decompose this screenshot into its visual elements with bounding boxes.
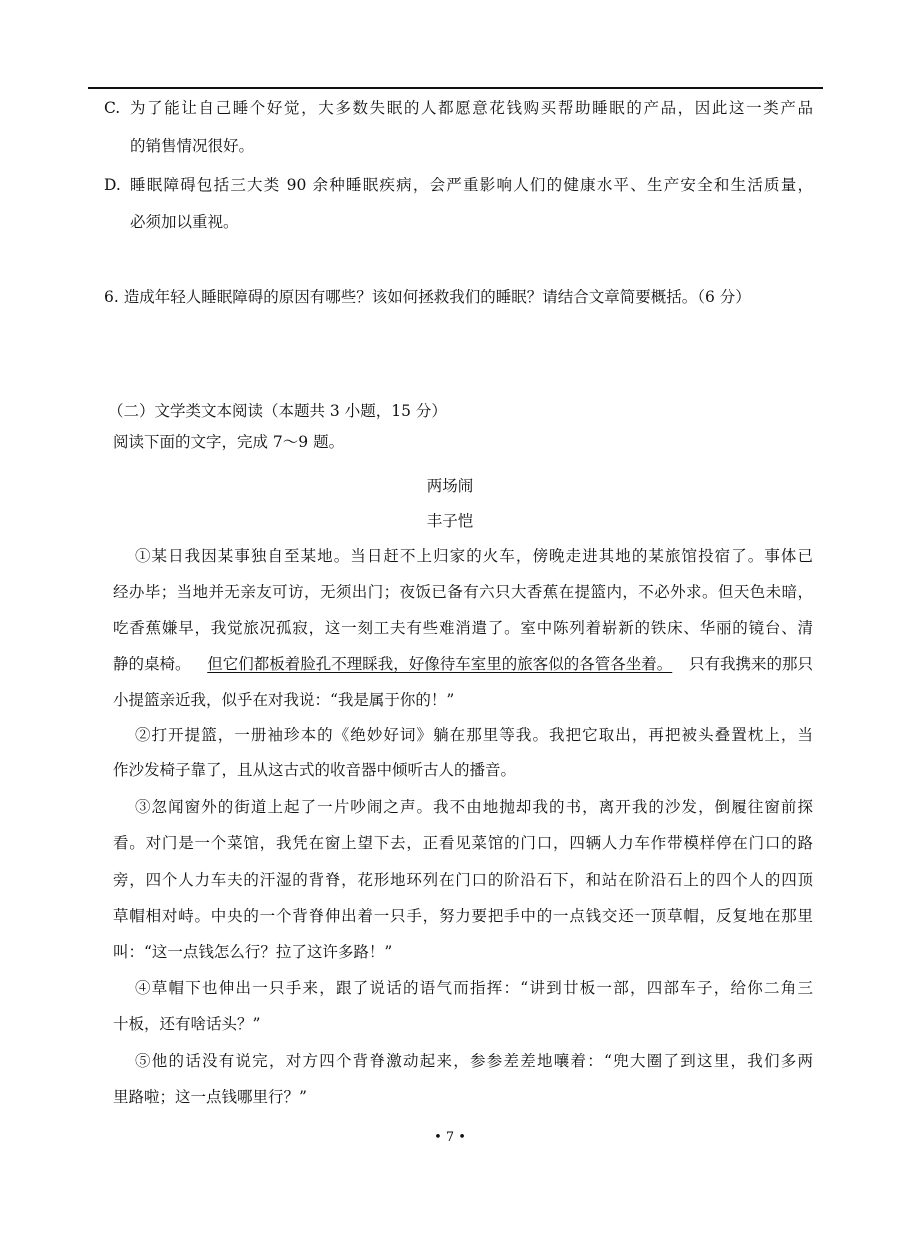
option-c-line-1: 为了能让自己睡个好觉，大多数失眠的人都愿意花钱购买帮助睡眠的产品，因此这一类产品 [130, 99, 813, 117]
option-d-line-2: 必须加以重视。 [130, 213, 239, 231]
p2-line-2: 作沙发椅子靠了，且从这古式的收音器中倾听古人的播音。 [113, 761, 517, 779]
underlined-sentence: 但它们都板着脸孔不理睬我，好像待车室里的旅客似的各管各坐着。 [207, 655, 673, 673]
p3-line-4: 草帽相对峙。中央的一个背脊伸出着一只手，努力要把手中的一点钱交还一顶草帽，反复地在那里 [113, 907, 813, 925]
section-heading: （二）文学类文本阅读（本题共 3 小题，15 分） [108, 402, 447, 420]
article-author: 丰子恺 [426, 512, 474, 530]
p1-line-2: 经办毕；当地并无亲友可访，无须出门；夜饭已备有六只大香蕉在提篮内，不必外求。但天色未暗， [113, 583, 813, 601]
header-rule [88, 87, 823, 89]
option-d-label: D. [104, 176, 121, 194]
p4-line-1: ④草帽下也伸出一只手来，跟了说话的语气而指挥：“讲到廿板一部，四部车子，给你二角三 [135, 979, 813, 997]
p3-line-1: ③忽闻窗外的街道上起了一片吵闹之声。我不由地抛却我的书，离开我的沙发，倒履往窗前探 [135, 798, 813, 816]
p1-line-4 [113, 654, 813, 674]
page-number: • 7 • [434, 1130, 466, 1145]
p3-line-3: 旁，四个人力车夫的汗湿的背脊，花形地环列在门口的阶沿石下，和站在阶沿石上的四个人的四顶 [113, 871, 813, 889]
p2-line-1: ②打开提篮，一册袖珍本的《绝妙好词》躺在那里等我。我把它取出，再把被头叠置枕上，当 [135, 726, 813, 744]
option-d-line-1: 睡眠障碍包括三大类 90 余种睡眠疾病，会严重影响人们的健康水平、生产安全和生活质量， [130, 176, 813, 194]
p1-text: 只有我携来的那只 [688, 655, 813, 673]
p1-line-3: 吃香蕉嫌早，我觉旅况孤寂，这一刻工夫有些难消遣了。室中陈列着崭新的铁床、华丽的镜台、清 [113, 619, 813, 637]
p5-line-1: ⑤他的话没有说完，对方四个背脊激动起来，参参差差地嚷着：“兜大圈了到这里，我们多两 [135, 1052, 813, 1070]
option-c-label: C. [104, 99, 121, 117]
p1-line-5: 小提篮亲近我，似乎在对我说：“我是属于你的！” [113, 691, 455, 709]
p3-line-2: 看。对门是一个菜馆，我凭在窗上望下去，正看见菜馆的门口，四辆人力车作带模样停在门口的路 [113, 834, 813, 852]
p3-line-5: 叫：“这一点钱怎么行？拉了这许多路！” [113, 943, 393, 961]
p1-text: 静的桌椅。 [113, 655, 191, 673]
question-6: 6. 造成年轻人睡眠障碍的原因有哪些？该如何拯救我们的睡眠？请结合文章简要概括。（6 分） [104, 288, 751, 306]
section-instruction: 阅读下面的文字，完成 7～9 题。 [113, 433, 345, 451]
p5-line-2: 里路啦；这一点钱哪里行？” [113, 1088, 307, 1106]
p1-line-1: ①某日我因某事独自至某地。当日赶不上归家的火车，傍晚走进其地的某旅馆投宿了。事体已 [135, 547, 813, 565]
option-c-line-2: 的销售情况很好。 [130, 137, 255, 155]
p4-line-2: 十板，还有啥话头？” [113, 1015, 261, 1033]
article-title: 两场闹 [426, 477, 474, 495]
